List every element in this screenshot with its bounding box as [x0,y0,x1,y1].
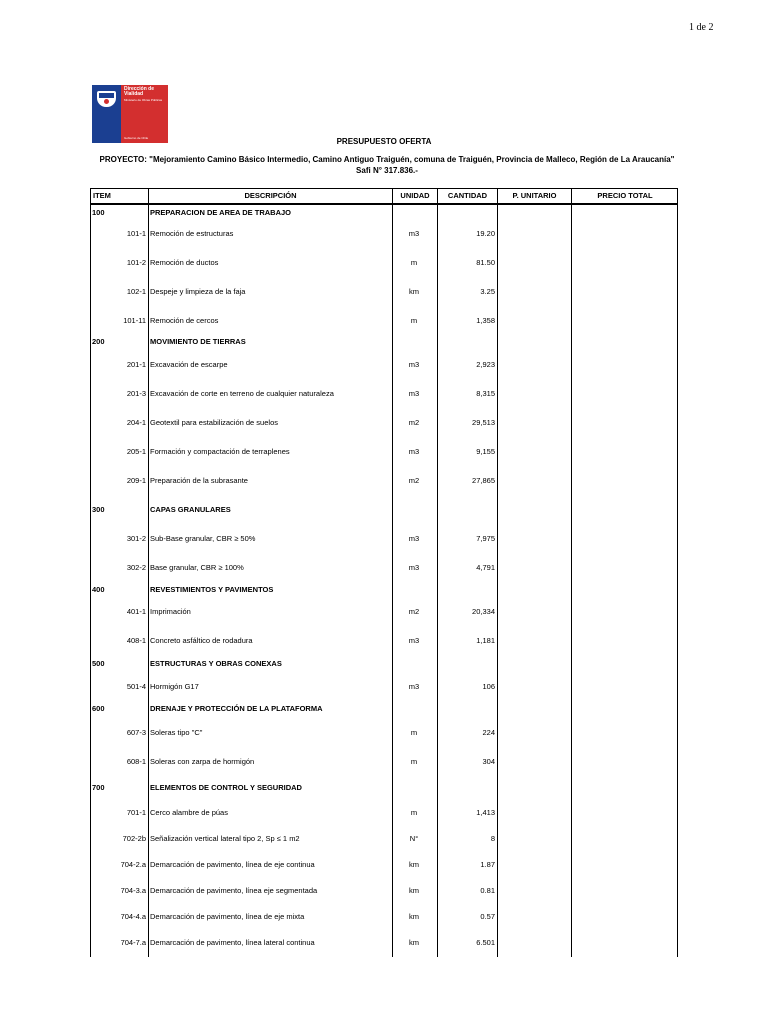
item-description: Demarcación de pavimento, línea lateral continua [150,938,315,947]
item-code: 100 [92,208,105,217]
item-code: 704-4.a [120,912,146,921]
item-code: 608-1 [126,757,146,766]
table-row [90,418,678,428]
item-description: Remoción de cercos [150,316,219,325]
table-row [90,860,678,870]
item-description: Concreto asfáltico de rodadura [150,636,253,645]
item-quantity: 0.81 [480,886,495,895]
item-unit: m [410,808,418,817]
item-description: Cerco alambre de púas [150,808,228,817]
table-row [90,607,678,617]
item-description: Formación y compactación de terraplenes [150,447,290,456]
table-row [90,534,678,544]
item-code: 102-1 [126,287,146,296]
item-quantity: 106 [482,682,495,691]
table-row [90,316,678,326]
item-description: Hormigón G17 [150,682,199,691]
item-description: ELEMENTOS DE CONTROL Y SEGURIDAD [150,783,302,792]
table-row [90,476,678,486]
item-description: Base granular, CBR ≥ 100% [150,563,244,572]
item-unit: m3 [408,229,420,238]
header-item: ITEM [91,189,149,203]
table-row [90,389,678,399]
item-code: 101-11 [123,316,146,325]
item-description: Demarcación de pavimento, línea de eje mixta [150,912,305,921]
item-code: 205-1 [126,447,146,456]
section-row [90,659,678,669]
item-quantity: 29,513 [472,418,495,427]
header-total: PRECIO TOTAL [597,191,653,200]
item-description: Demarcación de pavimento, línea de eje continua [150,860,315,869]
item-unit: m3 [408,447,420,456]
table-row [90,808,678,818]
logo-line-1: Dirección de Vialidad [124,86,155,97]
item-unit: km [409,938,419,947]
table-row [90,682,678,692]
page-number: 1 de 2 [689,22,714,33]
table-row [90,886,678,896]
item-description: PREPARACION DE AREA DE TRABAJO [150,208,291,217]
item-quantity: 0.57 [480,912,495,921]
item-quantity: 4,791 [476,563,495,572]
table-row [90,258,678,268]
item-unit: m3 [408,636,420,645]
item-quantity: 19.20 [476,229,495,238]
item-quantity: 81.50 [476,258,495,267]
item-unit: m [410,757,418,766]
item-unit: m3 [408,389,420,398]
header-unitario: P. UNITARIO [498,189,572,203]
item-description: REVESTIMIENTOS Y PAVIMENTOS [150,585,274,594]
project-description: PROYECTO: "Mejoramiento Camino Básico Intermedio, Camino Antiguo Traiguén, comuna de Traiguén, Provincia de Malleco, Región de La Araucanía" Safi N° 317.836.- [99,155,675,175]
header-cantidad: CANTIDAD [438,189,498,203]
table-row [90,757,678,767]
item-description: ESTRUCTURAS Y OBRAS CONEXAS [150,659,282,668]
item-unit: m2 [408,476,420,485]
section-row [90,585,678,595]
item-quantity: 3.25 [480,287,495,296]
item-quantity: 8,315 [476,389,495,398]
item-quantity: 8 [490,834,495,843]
item-code: 704-7.a [120,938,146,947]
logo-line-2: Ministerio de Obras Públicas [124,98,163,102]
item-unit: N° [409,834,419,843]
item-unit: m3 [408,534,420,543]
item-code: 607-3 [126,728,146,737]
item-quantity: 6.501 [476,938,495,947]
item-description: Soleras con zarpa de hormigón [150,757,255,766]
item-quantity: 7,975 [476,534,495,543]
table-row [90,834,678,844]
item-code: 408-1 [126,636,146,645]
header-descripcion: DESCRIPCIÓN [149,189,393,203]
item-code: 300 [92,505,105,514]
item-quantity: 27,865 [472,476,495,485]
item-description: Preparación de la subrasante [150,476,248,485]
item-quantity: 224 [482,728,495,737]
item-code: 101-2 [126,258,146,267]
item-description: Sub-Base granular, CBR ≥ 50% [150,534,256,543]
item-code: 700 [92,783,105,792]
item-description: Demarcación de pavimento, línea eje segmentada [150,886,318,895]
item-unit: km [409,912,419,921]
item-description: Remoción de estructuras [150,229,234,238]
item-quantity: 20,334 [472,607,495,616]
item-code: 702-2b [122,834,146,843]
item-description: Despeje y limpieza de la faja [150,287,246,296]
item-description: Excavación de escarpe [150,360,228,369]
item-unit: km [409,287,419,296]
item-code: 201-1 [126,360,146,369]
table-row [90,728,678,738]
item-unit: m2 [408,607,420,616]
table-row [90,447,678,457]
table-row [90,636,678,646]
item-quantity: 1,181 [476,636,495,645]
section-row [90,208,678,218]
header-rule [90,203,678,205]
section-row [90,783,678,793]
section-row [90,704,678,714]
item-unit: m [410,316,418,325]
item-unit: m [410,258,418,267]
item-description: Geotextil para estabilización de suelos [150,418,278,427]
item-description: CAPAS GRANULARES [150,505,231,514]
item-code: 701-1 [126,808,146,817]
coat-of-arms-icon [97,91,116,107]
item-description: Remoción de ductos [150,258,219,267]
item-unit: m3 [408,682,420,691]
item-quantity: 1.87 [480,860,495,869]
mop-vialidad-logo [92,85,168,143]
item-quantity: 1,413 [476,808,495,817]
item-quantity: 9,155 [476,447,495,456]
table-row [90,563,678,573]
item-code: 301-2 [126,534,146,543]
item-code: 704-3.a [120,886,146,895]
section-row [90,337,678,347]
item-code: 704-2.a [120,860,146,869]
table-header [90,188,678,204]
table-row [90,938,678,948]
item-unit: m3 [408,360,420,369]
item-code: 501-4 [126,682,146,691]
item-code: 400 [92,585,105,594]
item-code: 201-3 [126,389,146,398]
item-code: 204-1 [126,418,146,427]
item-unit: m3 [408,563,420,572]
table-row [90,360,678,370]
header-unidad: UNIDAD [393,189,438,203]
table-row [90,912,678,922]
item-quantity: 2,923 [476,360,495,369]
table-row [90,287,678,297]
item-description: Señalización vertical lateral tipo 2, Sp ≤ 1 m2 [150,834,300,843]
item-description: Excavación de corte en terreno de cualquier naturaleza [150,389,334,398]
item-quantity: 1,358 [476,316,495,325]
item-code: 302-2 [126,563,146,572]
item-unit: m2 [408,418,420,427]
item-code: 500 [92,659,105,668]
item-quantity: 304 [482,757,495,766]
item-unit: km [409,860,419,869]
item-description: DRENAJE Y PROTECCIÓN DE LA PLATAFORMA [150,704,323,713]
item-code: 200 [92,337,105,346]
section-row [90,505,678,515]
item-code: 101-1 [126,229,146,238]
item-description: Imprimación [150,607,191,616]
item-unit: m [410,728,418,737]
item-unit: km [409,886,419,895]
item-description: Soleras tipo "C" [150,728,203,737]
item-description: MOVIMIENTO DE TIERRAS [150,337,246,346]
item-code: 209-1 [126,476,146,485]
item-code: 600 [92,704,105,713]
item-code: 401-1 [126,607,146,616]
document-title: PRESUPUESTO OFERTA [336,137,432,146]
table-row [90,229,678,239]
logo-line-3: Gobierno de Chile [124,136,149,140]
